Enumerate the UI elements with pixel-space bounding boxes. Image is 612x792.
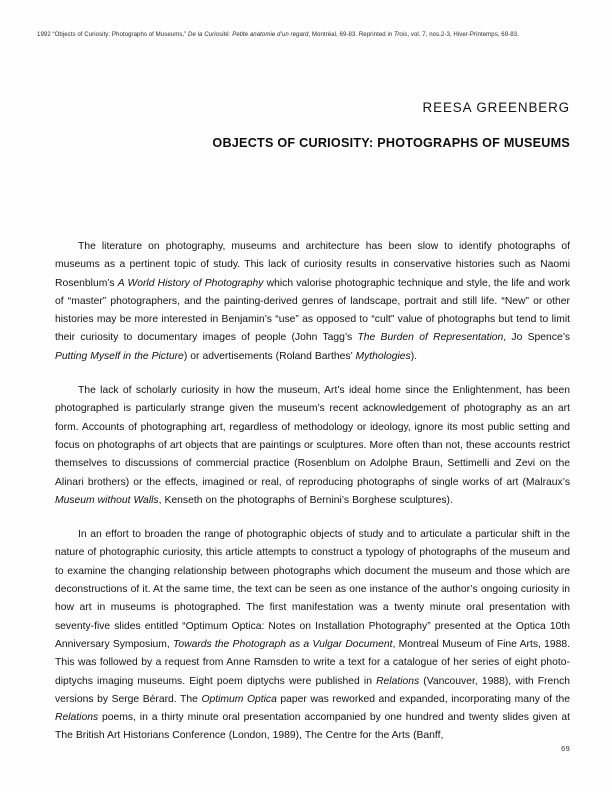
- citation-text-middle: , Montréal, 69-83. Reprinted in: [308, 31, 395, 38]
- paragraph-1-run-2: which valorise photographic technique and style, the life and work of “master” photographers, and the painting-derived genres of landscape, portrait and still life. “New” or other histories may be more interested in Benjamin’s “use” as opposed to “cult” value of photographs but tend to limit their curiosity to documentary images of people (John Tagg’s: [55, 277, 570, 344]
- publication-citation: [37, 30, 577, 41]
- paragraph-3-run-4: (Vancouver, 1988), with French versions by Serge Bérard. The: [55, 675, 570, 705]
- paragraph-1-run-4: , Jo Spence’s: [503, 332, 570, 344]
- paragraph-3-run-2: , Montreal Museum of Fine Arts, 1988. This was followed by a request from Anne Ramsden to write a text for a catalogue of her series of eight photo-diptychs imaging museums. Eight poem diptychs were published in: [55, 638, 570, 687]
- paragraph-1-italic-run-1: A World History of Photography: [117, 277, 264, 289]
- paragraph-1-run-6: ) or advertisements (Roland Barthes’: [183, 350, 356, 362]
- page-title: OBJECTS OF CURIOSITY: PHOTOGRAPHS OF MUSEUMS: [212, 136, 570, 151]
- paragraph-3-italic-run-3: Relations: [376, 675, 420, 687]
- paragraph-3-run-0: In an effort to broaden the range of photographic objects of study and to articulate a particular shift in the nature of photographic curiosity, this article attempts to construct a typology of photographs of the museum and to examine the changing relationship between photographs which document the museum and those which are deconstructions of it. At the same time, the text can be seen as one instance of the author’s ongoing curiosity in how art in museums is photographed. The first manifestation was a twenty minute oral presentation with seventy-five slides entitled “Optimum Optica: Notes on Installation Photography” presented at the Optica 10th Anniversary Symposium,: [55, 529, 570, 650]
- citation-italic-journal: Trois: [394, 31, 408, 38]
- paragraph-3-run-6: paper was reworked and expanded, incorporating many of the: [276, 693, 571, 705]
- paragraph-3-italic-run-7: Relations: [55, 712, 99, 724]
- page-number: 69: [561, 744, 570, 753]
- paragraph-3-italic-run-1: Towards the Photograph as a Vulgar Document: [172, 638, 393, 650]
- paragraph-3-run-8: poems, in a thirty minute oral presentation accompanied by one hundred and twenty slides given at The British Art Historians Conference (London, 1989), The Centre for the Arts (Banff,: [55, 712, 570, 742]
- paragraph-1-run-8: ).: [410, 350, 418, 362]
- paragraph-1-italic-run-5: Putting Myself in the Picture: [55, 350, 184, 362]
- article-body: [55, 238, 570, 746]
- paragraph-2-italic-run-1: Museum without Walls: [55, 494, 159, 506]
- citation-text-after: , vol. 7, nos.2-3, Hiver-Printemps, 69-83.: [407, 31, 519, 38]
- paragraph-1-italic-run-7: Mythologies: [355, 350, 411, 362]
- paragraph-2: [55, 382, 570, 510]
- paragraph-1-italic-run-3: The Burden of Representation: [357, 332, 504, 344]
- paragraph-1: [55, 238, 570, 366]
- citation-text-before: 1992 “Objects of Curiosity: Photographs of Museums,”: [37, 31, 188, 38]
- citation-italic-title: De la Curiosité: Petite anatomie d’un regard: [188, 31, 309, 38]
- paragraph-2-run-0: The lack of scholarly curiosity in how the museum, Art’s ideal home since the Enlightenment, has been photographed is particularly strange given the museum’s recent acknowledgement of photography as an art form. Accounts of photographing art, regardless of methodology or ideology, ignore its most public setting and focus on photographs of art objects that are paintings or sculptures. More often than not, these accounts restrict themselves to discussions of commercial practice (Rosenblum on Adolphe Braun, Settimelli and Zevi on the Alinari brothers) or the effects, imagined or real, of reproducing photographs of single works of art (Malraux’s: [55, 385, 570, 488]
- paragraph-2-run-2: , Kenseth on the photographs of Bernini’s Borghese sculptures).: [158, 494, 453, 506]
- paragraph-1-run-0: The literature on photography, museums and architecture has been slow to identify photographs of museums as a pertinent topic of study. This lack of curiosity results in conservative histories such as Naomi Rosenblum’s: [55, 241, 570, 289]
- author-name: REESA GREENBERG: [422, 100, 570, 115]
- paragraph-3: [55, 526, 570, 746]
- paragraph-3-italic-run-5: Optimum Optica: [201, 693, 277, 705]
